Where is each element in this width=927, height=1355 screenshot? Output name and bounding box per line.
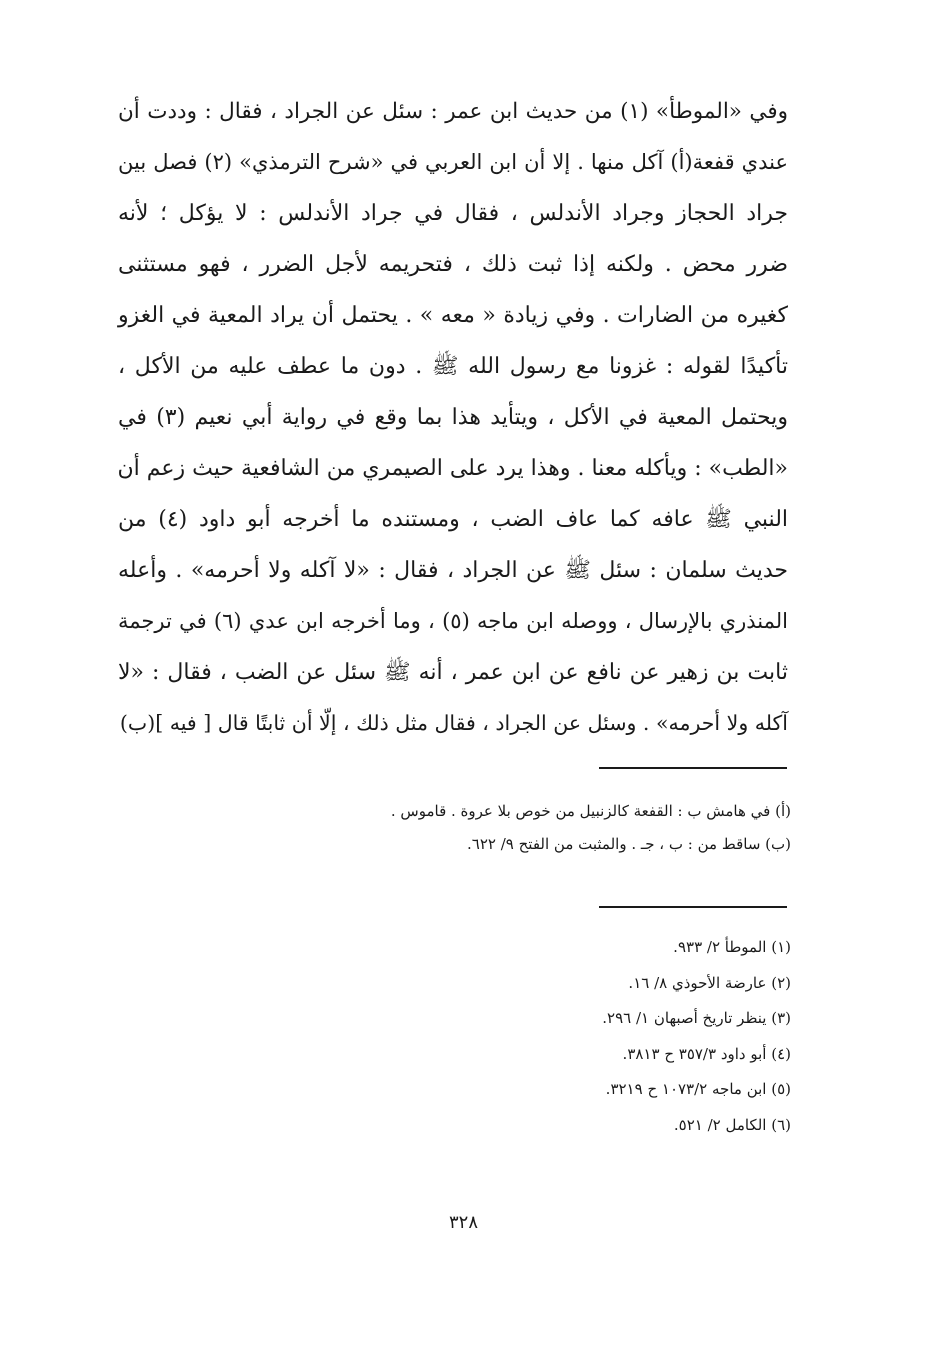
footnote-divider-numbers (599, 906, 787, 908)
text-line-11: المنذري بالإرسال ، ووصله ابن ماجه (٥) ، وما أخرجه ابن عدي (٦) في ترجمة (118, 609, 788, 633)
footnote-1: (١) الموطأ ٢/ ٩٣٣. (673, 938, 791, 956)
page-number: ٣٢٨ (448, 1212, 478, 1233)
text-line-3: جراد الحجاز وجراد الأندلس ، فقال في جراد الأندلس : لا يؤكل ؛ لأنه (118, 201, 788, 226)
footnote-5: (٥) ابن ماجه ١٠٧٣/٢ ح ٣٢١٩. (605, 1080, 791, 1098)
text-line-2: عندي قفعة(أ) آكل منها . إلا أن ابن العربي في «شرح الترمذي» (٢) فصل بين (118, 150, 789, 174)
text-line-13: آكله ولا أحرمه» . وسئل عن الجراد ، فقال مثل ذلك ، إلّا أن ثابتًا قال [ فيه ](ب) (119, 711, 788, 735)
main-text-block (118, 86, 788, 749)
footnote-alef: (أ) في هامش ب : القفعة كالزنبيل من خوص بلا عروة . قاموس . (390, 802, 791, 820)
footnote-3: (٣) ينظر تاريخ أصبهان ١/ ٢٩٦. (602, 1009, 791, 1027)
text-line-4: ضرر محض . ولكنه إذا ثبت ذلك ، فتحريمه لأجل الضرر ، فهو مستثنى (118, 252, 788, 277)
text-line-7: ويحتمل المعية في الأكل ، ويتأيد هذا بما وقع في رواية أبي نعيم (٣) في (118, 405, 788, 430)
numbered-footnotes (191, 930, 791, 1143)
text-line-9: النبي ﷺ عافه كما عاف الضب ، ومستنده ما أخرجه أبو داود (٤) من (118, 507, 789, 532)
text-line-8: «الطب» : ويأكله معنا . وهذا يرد على الصيمري من الشافعية حيث زعم أن (117, 456, 788, 481)
text-line-5: كغيره من الضارات . وفي زيادة « معه » . يحتمل أن يراد المعية في الغزو (118, 303, 788, 328)
footnote-ba: (ب) ساقط من : ب ، جـ . والمثبت من الفتح ٩/ ٦٢٢. (467, 835, 791, 853)
footnote-6: (٦) الكامل ٢/ ٥٢١. (673, 1115, 791, 1134)
text-line-12: ثابت بن زهير عن نافع عن ابن عمر ، أنه ﷺ سئل عن الضب ، فقال : «لا (118, 660, 788, 685)
text-line-6: تأكيدًا لقوله : غزونا مع رسول الله ﷺ . دون ما عطف عليه من الأكل ، (118, 354, 788, 379)
text-line-1: وفي «الموطأ» (١) من حديث ابن عمر : سئل عن الجراد ، فقال : وددت أن (118, 99, 789, 124)
text-line-10: حديث سلمان : سئل ﷺ عن الجراد ، فقال : «لا آكله ولا أحرمه» . وأعله (118, 558, 788, 583)
lettered-footnotes (191, 795, 791, 861)
footnote-4: (٤) أبو داود ٣٥٧/٣ ح ٣٨١٣. (622, 1044, 791, 1063)
footnote-divider-letters (599, 767, 787, 769)
footnote-2: (٢) عارضة الأحوذي ٨/ ١٦. (628, 973, 791, 992)
